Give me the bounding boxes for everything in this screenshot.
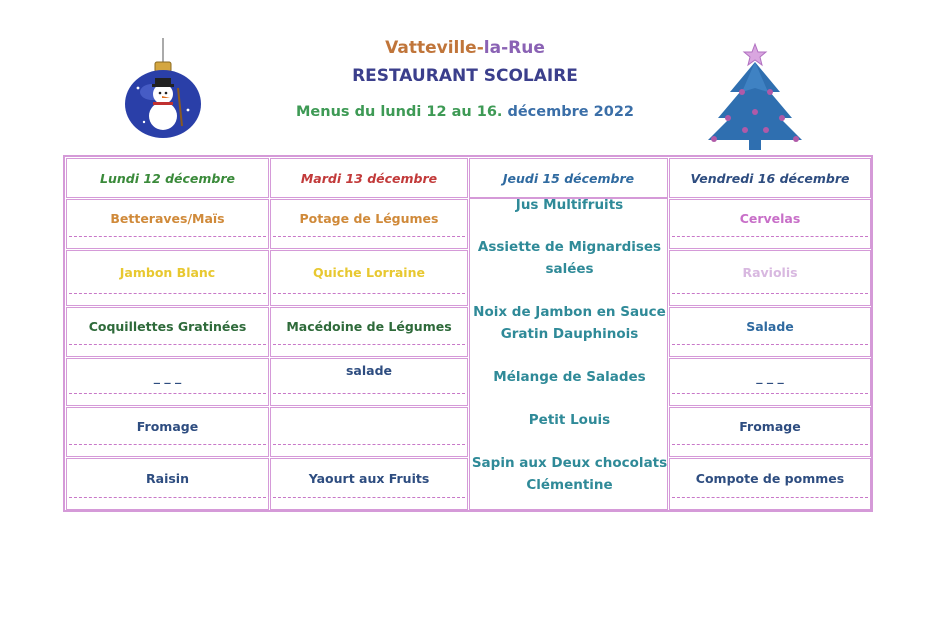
mardi-plat: Quiche Lorraine	[270, 250, 468, 306]
jeudi-accompagnement: Gratin Dauphinois	[500, 326, 639, 342]
mardi-dessert: Yaourt aux Fruits	[270, 458, 468, 510]
day-header-vendredi: Vendredi 16 décembre	[669, 158, 871, 198]
jeudi-salade: Mélange de Salades	[493, 369, 646, 385]
menu-dates-part2: décembre 2022	[502, 104, 634, 120]
jeudi-entree-line1: Assiette de Mignardises	[477, 239, 662, 255]
town-title-part2: la-Rue	[483, 38, 545, 58]
lundi-plat: Jambon Blanc	[66, 250, 269, 306]
jeudi-fromage: Petit Louis	[528, 412, 611, 428]
vendredi-dessert: Compote de pommes	[669, 458, 871, 510]
mardi-salade: salade	[270, 358, 468, 406]
jeudi-fruit: Clémentine	[526, 477, 613, 493]
vendredi-accompagnement: Salade	[669, 307, 871, 357]
jeudi-menu	[469, 198, 668, 510]
lundi-entree: Betteraves/Maïs	[66, 199, 269, 249]
lundi-accompagnement: Coquillettes Gratinées	[66, 307, 269, 357]
day-header-mardi: Mardi 13 décembre	[270, 158, 468, 198]
restaurant-title: RESTAURANT SCOLAIRE	[352, 66, 578, 86]
mardi-accompagnement: Macédoine de Légumes	[270, 307, 468, 357]
mardi-entree: Potage de Légumes	[270, 199, 468, 249]
vendredi-entree: Cervelas	[669, 199, 871, 249]
day-header-jeudi: Jeudi 15 décembre	[469, 158, 668, 198]
vendredi-fromage: Fromage	[669, 407, 871, 457]
lundi-dessert: Raisin	[66, 458, 269, 510]
vendredi-salade: _ _ _	[669, 358, 871, 406]
jeudi-boisson: Jus Multifruits	[515, 197, 624, 213]
menu-dates-part1: Menus du lundi 12 au 16.	[296, 104, 503, 120]
christmas-tree-icon	[700, 40, 810, 152]
vendredi-plat: Raviolis	[669, 250, 871, 306]
lundi-salade: _ _ _	[66, 358, 269, 406]
snowman-ornament-icon	[118, 38, 208, 138]
jeudi-dessert: Sapin aux Deux chocolats	[471, 455, 668, 471]
jeudi-entree-line2: salées	[545, 261, 594, 277]
mardi-fromage	[270, 407, 468, 457]
jeudi-plat: Noix de Jambon en Sauce	[473, 304, 666, 320]
day-header-lundi: Lundi 12 décembre	[66, 158, 269, 198]
lundi-fromage: Fromage	[66, 407, 269, 457]
town-title-part1: Vatteville-	[385, 38, 484, 58]
